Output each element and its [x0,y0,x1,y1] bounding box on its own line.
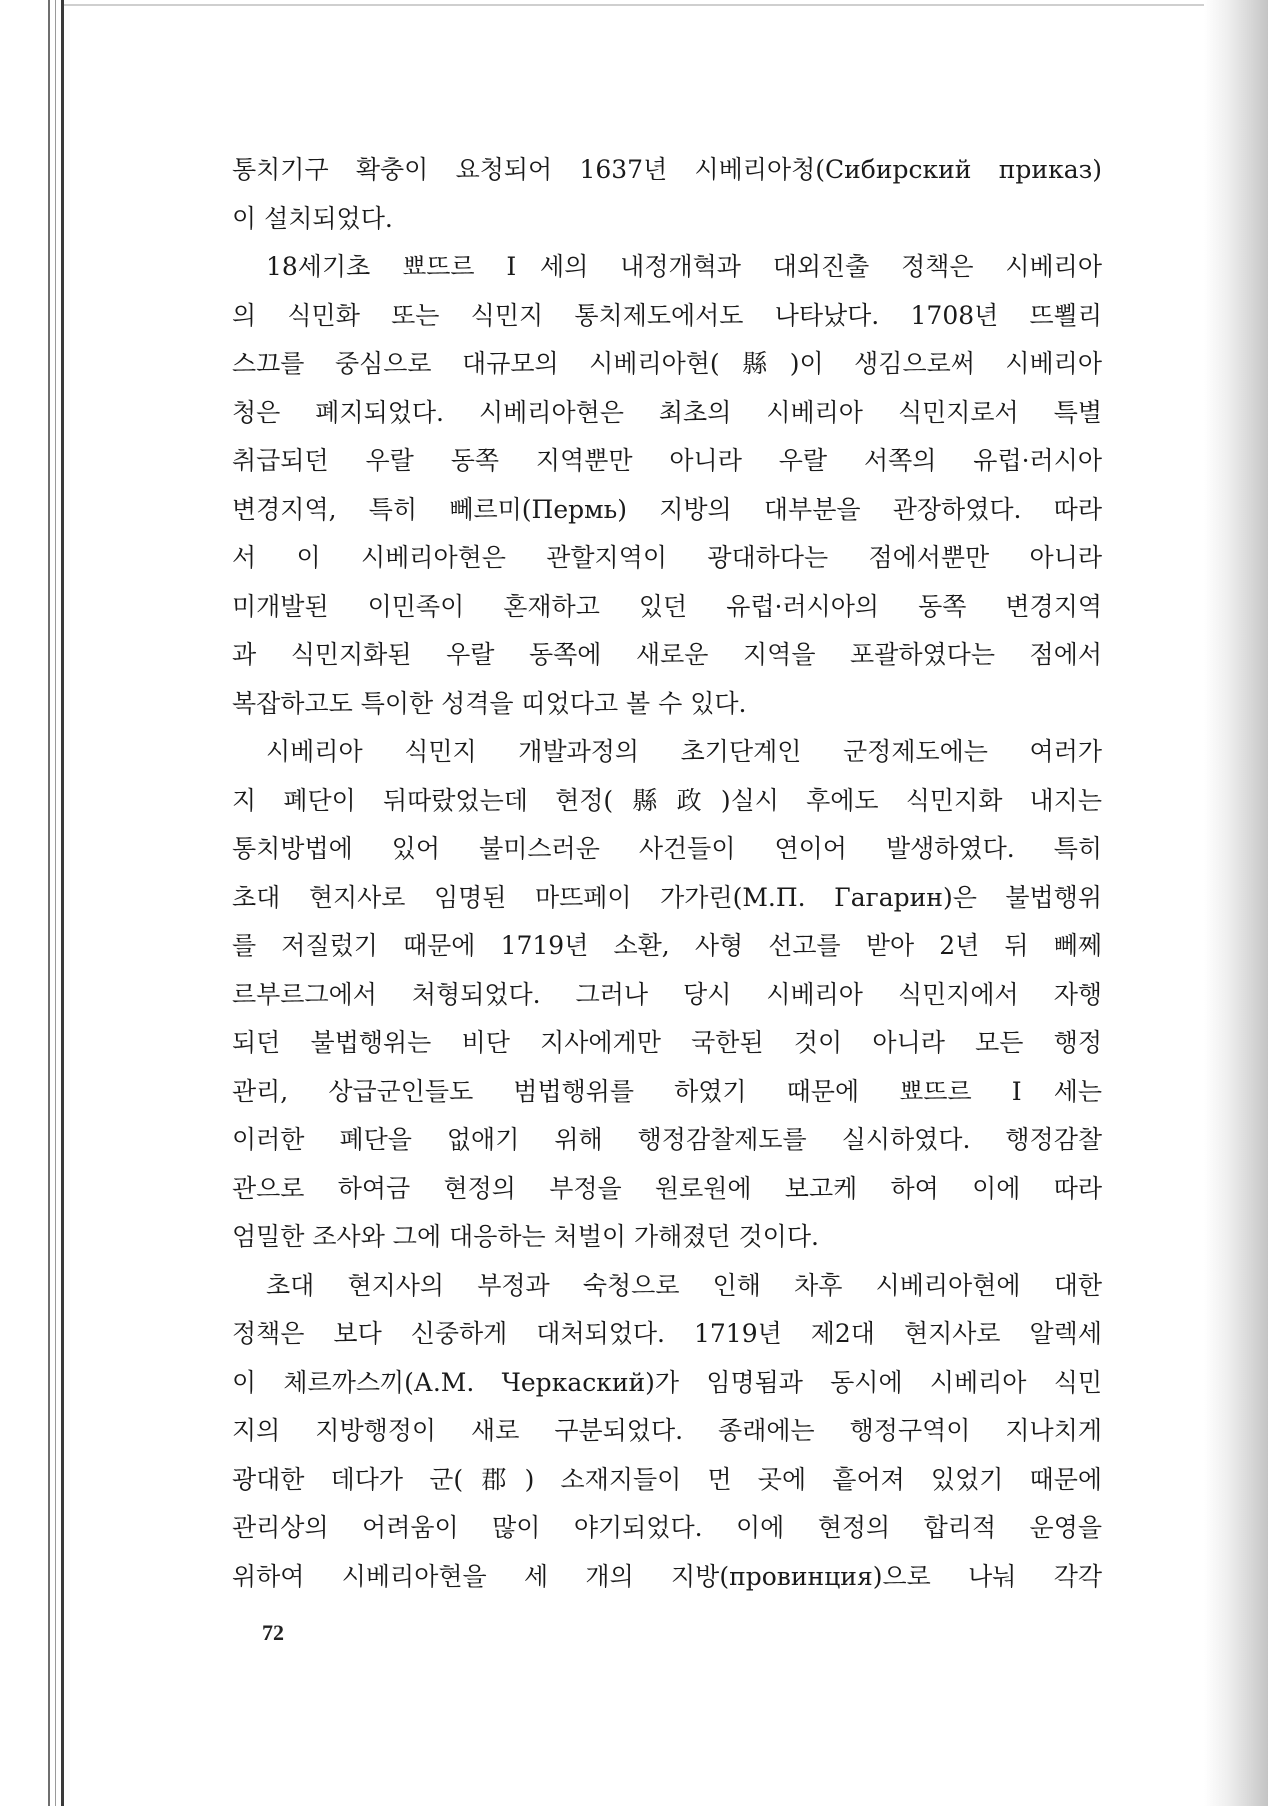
text-line: 정책은 보다 신중하게 대처되었다. 1719년 제2대 현지사로 알렉세 [232,1319,1102,1348]
text-line: 관으로 하여금 현정의 부정을 원로원에 보고케 하여 이에 따라 [232,1173,1102,1203]
text-line: 통치기구 확충이 요청되어 1637년 시베리아청(Сибирский приказ) [232,155,1102,184]
text-line: 청은 폐지되었다. 시베리아현은 최초의 시베리아 식민지로서 특별 [232,397,1102,427]
body-text [232,146,1102,1601]
page-stack-edge [48,0,50,1806]
text-line: 스끄를 중심으로 대규모의 시베리아현(縣)이 생김으로써 시베리아 [232,349,1102,378]
paragraph [232,146,1102,243]
page-stack-edge [55,0,56,1806]
text-line: 취급되던 우랄 동쪽 지역뿐만 아니라 우랄 서쪽의 유럽·러시아 [232,446,1102,475]
text-line: 초대 현지사로 임명된 마뜨페이 가가린(М.П. Гагарин)은 불법행위 [232,882,1102,912]
text-line: 지의 지방행정이 새로 구분되었다. 종래에는 행정구역이 지나치게 [232,1416,1102,1445]
text-line: 미개발된 이민족이 혼재하고 있던 유럽·러시아의 동쪽 변경지역 [232,591,1102,621]
text-line: 광대한 데다가 군(郡) 소재지들이 먼 곳에 흩어져 있었기 때문에 [232,1464,1102,1494]
paragraph [232,728,1102,1262]
text-line: 서 이 시베리아현은 관할지역이 광대하다는 점에서뿐만 아니라 [232,543,1102,572]
text-line: 이러한 폐단을 없애기 위해 행정감찰제도를 실시하였다. 행정감찰 [232,1125,1102,1154]
text-line: 관리상의 어려움이 많이 야기되었다. 이에 현정의 합리적 운영을 [232,1513,1102,1542]
text-line: 이 체르까스끼(А.М. Черкаский)가 임명됨과 동시에 시베리아 식민 [232,1367,1102,1397]
page-curl-shadow [1204,0,1268,1806]
text-line: 이 설치되었다. [232,203,393,233]
text-line: 르부르그에서 처형되었다. 그러나 당시 시베리아 식민지에서 자행 [232,979,1102,1009]
text-line: 엄밀한 조사와 그에 대응하는 처벌이 가해졌던 것이다. [232,1222,819,1251]
paragraph [232,243,1102,728]
text-line: 시베리아 식민지 개발과정의 초기단계인 군정제도에는 여러가 [266,737,1102,766]
text-line: 되던 불법행위는 비단 지사에게만 국한된 것이 아니라 모든 행정 [232,1028,1102,1057]
text-line: 과 식민지화된 우랄 동쪽에 새로운 지역을 포괄하였다는 점에서 [232,640,1102,669]
text-line: 18세기초 뾰뜨르 Ⅰ세의 내정개혁과 대외진출 정책은 시베리아 [266,252,1102,281]
text-line: 를 저질렀기 때문에 1719년 소환, 사형 선고를 받아 2년 뒤 뻬쩨 [232,931,1102,960]
text-line: 복잡하고도 특이한 성격을 띠었다고 볼 수 있다. [232,688,747,718]
paragraph [232,1262,1102,1602]
page-number: 72 [262,1620,284,1645]
text-line: 위하여 시베리아현을 세 개의 지방(провинция)으로 나눠 각각 [232,1561,1102,1591]
text-line: 의 식민화 또는 식민지 통치제도에서도 나타났다. 1708년 뜨뾜리 [232,300,1102,330]
text-line: 초대 현지사의 부정과 숙청으로 인해 차후 시베리아현에 대한 [266,1270,1102,1300]
text-line: 관리, 상급군인들도 범법행위를 하였기 때문에 뾰뜨르 Ⅰ세는 [232,1076,1102,1106]
text-line: 통치방법에 있어 불미스러운 사건들이 연이어 발생하였다. 특히 [232,834,1102,863]
text-line: 지 폐단이 뒤따랐었는데 현정(縣政)실시 후에도 식민지화 내지는 [232,785,1102,815]
text-line: 변경지역, 특히 뻬르미(Пермь) 지방의 대부분을 관장하였다. 따라 [232,494,1102,524]
